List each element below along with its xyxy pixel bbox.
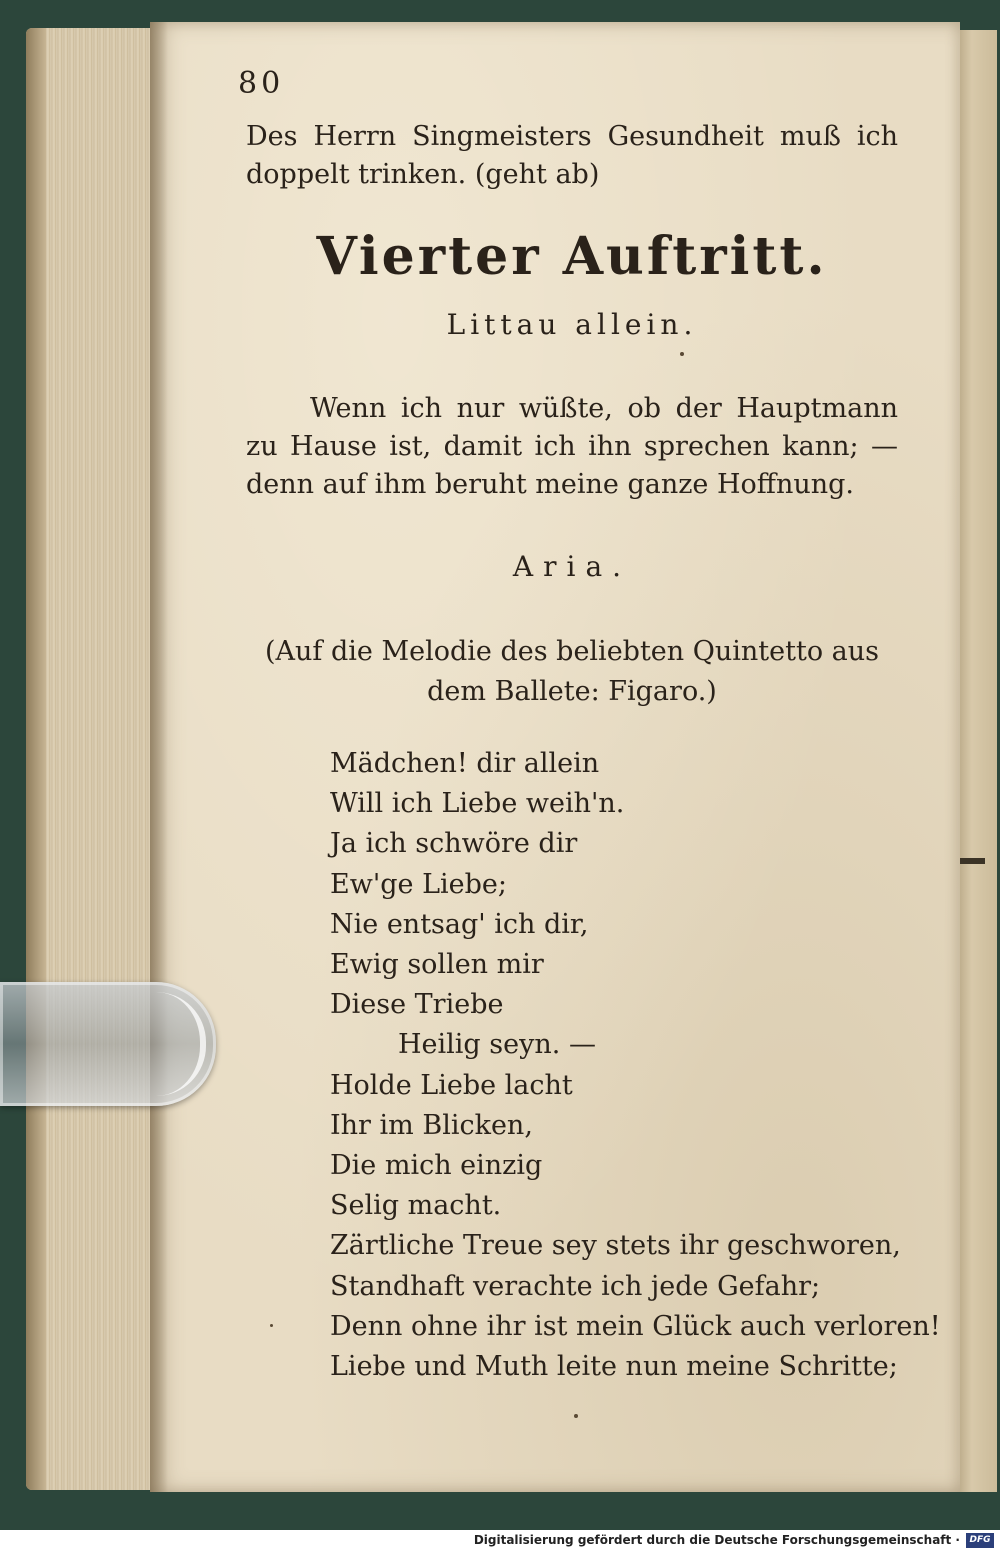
verse-line: Will ich Liebe weih'n. [330,788,625,820]
verse-line: Liebe und Muth leite nun meine Schritte; [330,1351,898,1383]
scene-heading: Vierter Auftritt. [316,226,828,287]
ink-speck [574,1414,578,1418]
page-number: 80 [238,66,285,101]
ink-speck [270,1324,273,1327]
aria-note-line-2: dem Ballete: Figaro.) [427,676,717,707]
aria-note [246,632,898,712]
verse-line: Selig macht. [330,1190,502,1222]
ink-speck [680,352,684,356]
aria-verse [330,744,941,1387]
footer-bar [0,1530,1000,1552]
paragraph-1: Des Herrn Singmeisters Gesundheit muß ich doppelt trinken. (geht ab) [246,121,898,190]
verse-line: Ewig sollen mir [330,949,544,981]
verse-line: Mädchen! dir allein [330,748,600,779]
verse-line: Diese Triebe [330,989,504,1021]
paragraph-2: Wenn ich nur wüßte, ob der Hauptmann zu Hause ist, damit ich ihn sprechen kann; — denn auf ihm beruht meine ganze Hoffnung. [246,393,898,500]
page-gutter [150,22,168,1492]
verse-line: Die mich einzig [330,1150,543,1182]
verse-line: Denn ohne ihr ist mein Glück auch verloren! [330,1310,941,1342]
funding-credit: Digitalisierung gefördert durch die Deutsche Forschungsgemeinschaft · [473,1533,960,1547]
verse-line: Holde Liebe lacht [330,1069,573,1101]
aria-title: Aria. [512,550,632,583]
page-stack-shadow [26,28,46,1490]
verse-line: Ja ich schwöre dir [330,828,578,860]
facing-page-edge [955,30,997,1492]
verse-line: Ew'ge Liebe; [330,868,507,900]
verse-line: Zärtliche Treue sey stets ihr geschworen, [330,1230,901,1262]
verse-line: Heilig seyn. — [398,1029,596,1061]
dfg-logo: DFG [966,1533,994,1548]
scene-subheading: Littau allein. [446,308,698,341]
page-stack-edge [26,28,166,1490]
verse-line: Standhaft verachte ich jede Gefahr; [330,1270,821,1302]
verse-line: Nie entsag' ich dir, [330,908,589,940]
verse-line: Ihr im Blicken, [330,1109,533,1141]
aria-note-line-1: (Auf die Melodie des beliebten Quintetto aus [264,636,880,667]
